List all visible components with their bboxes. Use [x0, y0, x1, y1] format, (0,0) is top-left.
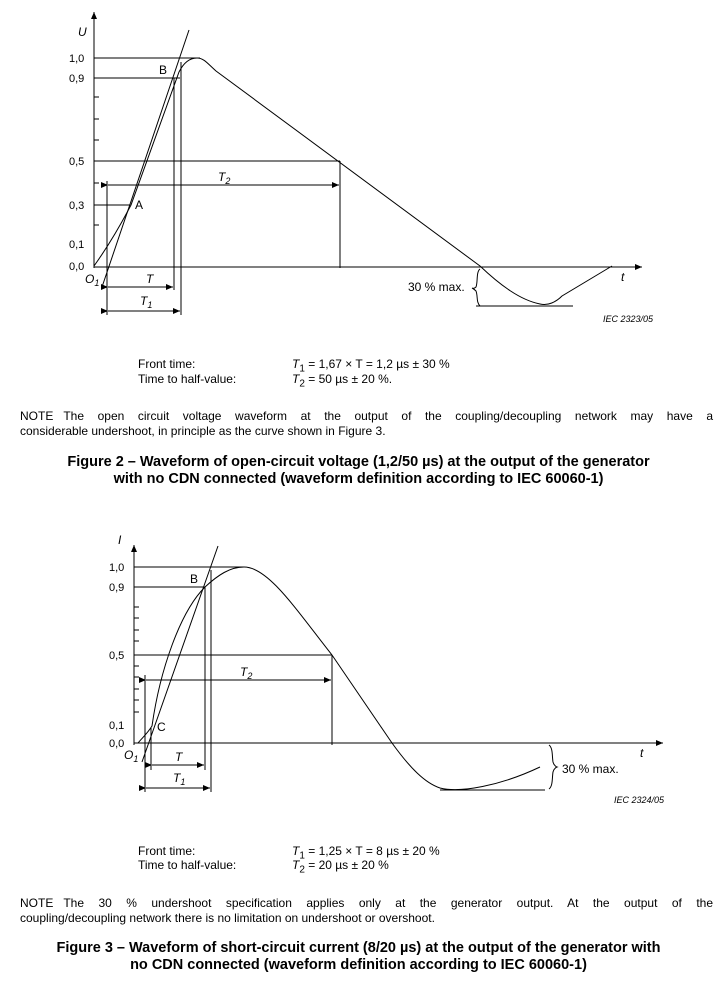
- fig3-tick-0-5: 0,5: [109, 650, 125, 662]
- fig2-undershoot-brace: [472, 269, 480, 306]
- fig3-labels: [109, 533, 665, 805]
- fig2-caption-line1: Figure 2 – Waveform of open-circuit voltage (1,2/50 µs) at the output of the generator: [67, 454, 650, 470]
- fig3-note-label: NOTE: [20, 896, 54, 910]
- fig3-tick-0-9: 0,9: [109, 582, 125, 594]
- fig3-undershoot-label: 30 % max.: [562, 762, 619, 776]
- fig3-tick-0-1: 0,1: [109, 720, 125, 732]
- fig2-t2-label: $T_2$: [218, 170, 231, 186]
- fig2-t-label: T: [146, 272, 154, 286]
- fig3-origin-label: $O_1$: [124, 748, 139, 764]
- fig3-iec-ref: IEC 2324/05: [614, 795, 665, 805]
- fig2-voltage-curve: [94, 58, 612, 305]
- fig2-tick-0-1: 0,1: [69, 239, 85, 251]
- fig2-note: [20, 409, 713, 439]
- fig2-tick-1-0: 1,0: [69, 53, 85, 65]
- fig3-undershoot-brace: [549, 745, 557, 789]
- fig3-front-time-label: Front time:: [138, 844, 196, 858]
- fig3-y-axis-label: I: [118, 533, 122, 547]
- fig3-point-c: C: [157, 720, 166, 734]
- fig3-x-axis-label: t: [640, 746, 644, 760]
- fig3-t2-label: $T_2$: [240, 665, 253, 681]
- fig3-tick-0-0: 0,0: [109, 738, 125, 750]
- fig2-iec-ref: IEC 2323/05: [603, 314, 654, 324]
- fig2-undershoot-label: 30 % max.: [408, 280, 465, 294]
- fig2-t1-label: $T_1$: [140, 294, 153, 310]
- figure3-diagram: [134, 545, 663, 792]
- fig3-front-time-value: $T_1 = 1,25 \times T = 8$ µs ± 20 %: [292, 844, 440, 862]
- fig2-caption-line2: with no CDN connected (waveform definition according to IEC 60060-1): [113, 471, 604, 487]
- fig2-front-line: [102, 30, 189, 287]
- fig2-caption: [0, 454, 717, 488]
- fig3-current-curve: [138, 567, 540, 790]
- fig3-front-line: [142, 546, 218, 762]
- fig3-half-value-label: Time to half-value:: [138, 858, 237, 872]
- fig2-tick-0-0: 0,0: [69, 261, 85, 273]
- fig2-half-value-label: Time to half-value:: [138, 372, 237, 386]
- figure2-diagram: [94, 12, 642, 315]
- fig2-labels: [69, 25, 654, 324]
- fig2-point-a: A: [135, 198, 144, 212]
- fig3-minor-ticks: [134, 607, 139, 712]
- fig2-tick-0-9: 0,9: [69, 73, 85, 85]
- fig2-tick-0-3: 0,3: [69, 200, 85, 212]
- fig3-half-value-value: $T_2 = 20$ µs ± 20 %: [292, 858, 389, 876]
- fig2-note-line1: The open circuit voltage waveform at the output of the coupling/decoupling network may have a: [63, 409, 713, 423]
- fig3-point-b: B: [190, 572, 199, 586]
- fig3-t-label: T: [175, 750, 183, 764]
- fig2-note-label: NOTE: [20, 409, 54, 423]
- fig2-origin-label: $O_1$: [85, 272, 100, 288]
- fig3-note-line1: The 30 % undershoot specification applies only at the generator output. At the output of the: [63, 896, 713, 910]
- fig2-point-b: B: [159, 63, 168, 77]
- fig3-note: [20, 896, 713, 926]
- fig2-y-axis-label: U: [78, 25, 87, 39]
- fig3-tick-1-0: 1,0: [109, 562, 125, 574]
- fig2-tick-0-5: 0,5: [69, 156, 85, 168]
- fig2-half-value-value: $T_2 = 50$ µs ± 20 %.: [292, 372, 393, 390]
- fig3-t1-label: $T_1$: [173, 771, 186, 787]
- fig3-caption-line1: Figure 3 – Waveform of short-circuit current (8/20 µs) at the output of the generator with: [56, 940, 661, 956]
- fig3-caption-line2: no CDN connected (waveform definition according to IEC 60060-1): [130, 957, 587, 973]
- fig2-x-axis-label: t: [621, 270, 625, 284]
- fig2-front-time-label: Front time:: [138, 357, 196, 371]
- fig3-caption: [0, 940, 717, 974]
- fig2-note-line2: considerable undershoot, in principle as the curve shown in Figure 3.: [20, 424, 386, 438]
- fig3-note-line2: coupling/decoupling network there is no limitation on undershoot or overshoot.: [20, 911, 435, 925]
- fig2-front-time-value: $T_1 = 1,67 \times T = 1,2$ µs ± 30 %: [292, 357, 450, 375]
